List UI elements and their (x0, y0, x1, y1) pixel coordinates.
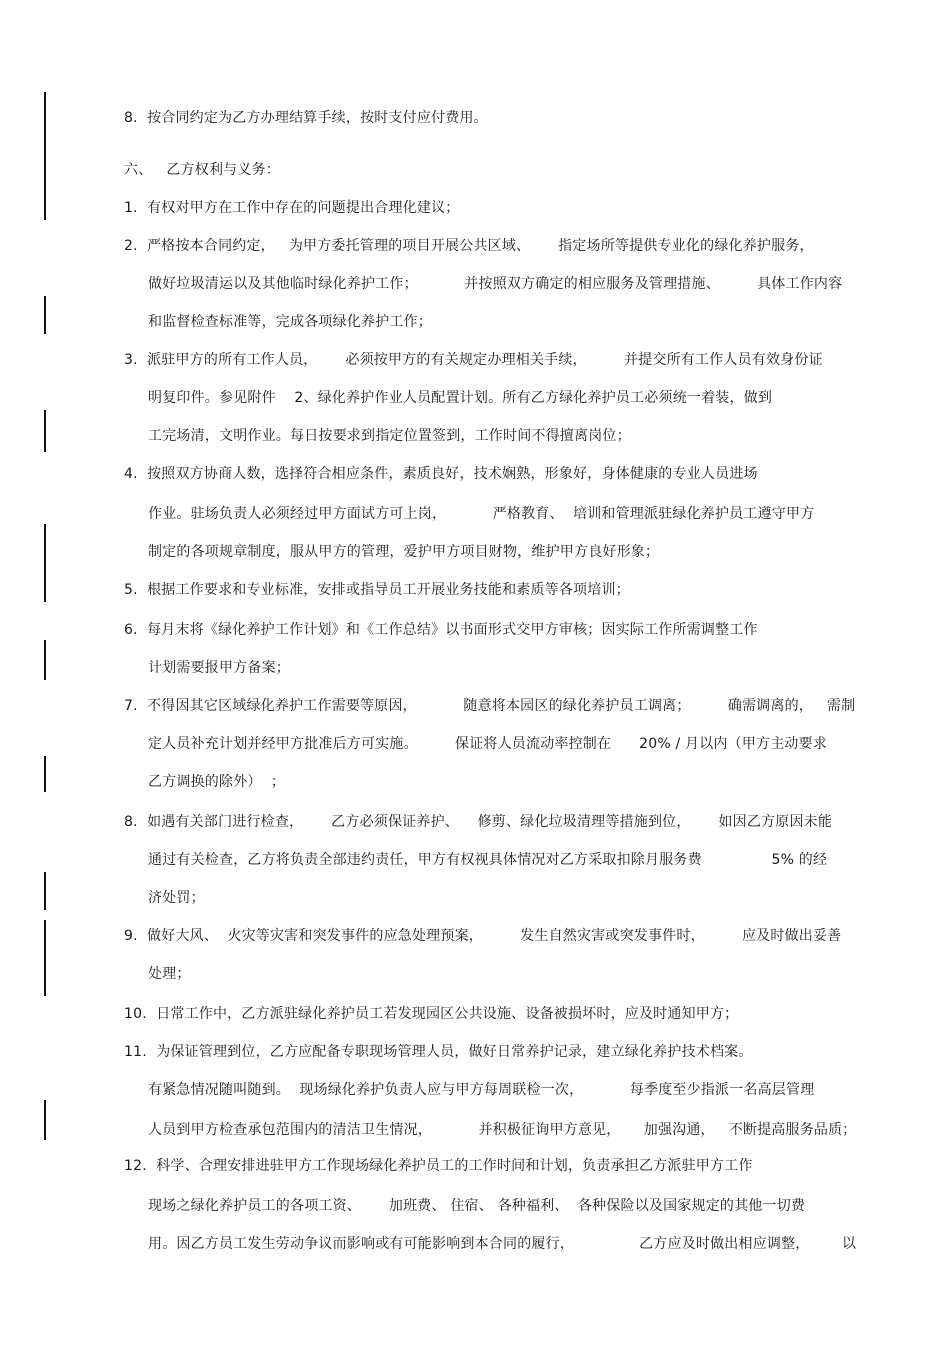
revision-bar (44, 640, 46, 680)
item-7-line: 7. 不得因其它区域绿化养护工作需要等原因， 随意将本园区的绿化养护员工调离； 确需调离的， 需制 (124, 698, 856, 714)
item-9-line: 9. 做好大风、 火灾等灾害和突发事件的应急处理预案， 发生自然灾害或突发事件时， 应及时做出妥善 (124, 928, 842, 944)
item-8b-cont: 通过有关检查，乙方将负责全部违约责任，甲方有权视具体情况对乙方采取扣除月服务费 5% 的经 (148, 852, 828, 868)
item-12-cont: 用。因乙方员工发生劳动争议而影响或有可能影响到本合同的履行， 乙方应及时做出相应调整， 以 (148, 1236, 857, 1252)
item-10-line: 10. 日常工作中，乙方派驻绿化养护员工若发现园区公共设施、设备被损坏时，应及时通知甲方； (124, 1006, 739, 1022)
item-4-line: 4. 按照双方协商人数，选择符合相应条件，素质良好，技术娴熟，形象好，身体健康的专业人员进场 (124, 466, 758, 482)
item-12-cont: 现场之绿化养护员工的各项工资、 加班费、 住宿、 各种福利、 各种保险以及国家规定的其他一切费 (148, 1198, 806, 1214)
item-5-line: 5. 根据工作要求和专业标准，安排或指导员工开展业务技能和素质等各项培训； (124, 582, 630, 598)
revision-bar (44, 1100, 46, 1140)
revision-bar (44, 872, 46, 910)
item-2-line: 2. 严格按本合同约定， 为甲方委托管理的项目开展公共区域、 指定场所等提供专业化的绿化养护服务， (124, 238, 814, 254)
item-8-line: 8. 按合同约定为乙方办理结算手续，按时支付应付费用。 (124, 110, 488, 126)
item-7-cont: 乙方调换的除外） ； (148, 774, 286, 790)
item-4-cont: 作业。驻场负责人必须经过甲方面试方可上岗， 严格教育、 培训和管理派驻绿化养护员工遵守甲方 (148, 506, 815, 522)
section-heading: 六、 乙方权利与义务： (124, 162, 280, 178)
item-3-line: 3. 派驻甲方的所有工作人员， 必须按甲方的有关规定办理相关手续， 并提交所有工作人员有效身份证 (124, 352, 823, 368)
revision-bar (44, 410, 46, 452)
item-12-line: 12. 科学、合理安排进驻甲方工作现场绿化养护员工的工作时间和计划，负责承担乙方派驻甲方工作 (124, 1158, 753, 1174)
item-3-cont: 工完场清，文明作业。每日按要求到指定位置签到，工作时间不得擅离岗位； (148, 428, 631, 444)
revision-bar (44, 524, 46, 602)
revision-bar (44, 920, 46, 996)
item-4-cont: 制定的各项规章制度，服从甲方的管理，爱护甲方项目财物，维护甲方良好形象； (148, 544, 660, 560)
item-7-cont: 定人员补充计划并经甲方批准后方可实施。 保证将人员流动率控制在 20% / 月以内（甲方主动要求 (148, 736, 828, 752)
revision-bar (44, 296, 46, 334)
item-2-cont: 和监督检查标准等，完成各项绿化养护工作； (148, 314, 432, 330)
item-8b-line: 8. 如遇有关部门进行检查， 乙方必须保证养护、 修剪、绿化垃圾清理等措施到位， 如因乙方原因未能 (124, 814, 833, 830)
revision-bar (44, 92, 46, 220)
item-3-cont: 明复印件。参见附件 2、绿化养护作业人员配置计划。所有乙方绿化养护员工必须统一着装，做到 (148, 390, 773, 406)
item-2-cont: 做好垃圾清运以及其他临时绿化养护工作； 并按照双方确定的相应服务及管理措施、 具体工作内容 (148, 276, 843, 292)
item-11-cont: 人员到甲方检查承包范围内的清洁卫生情况， 并积极征询甲方意见， 加强沟通， 不断提高服务品质； (148, 1122, 857, 1138)
item-8b-cont: 济处罚； (148, 890, 205, 906)
item-1-line: 1. 有权对甲方在工作中存在的问题提出合理化建议； (124, 200, 460, 216)
item-9-cont: 处理； (148, 966, 191, 982)
item-11-line: 11. 为保证管理到位，乙方应配备专职现场管理人员，做好日常养护记录，建立绿化养护技术档案。 (124, 1044, 753, 1060)
item-6-cont: 计划需要报甲方备案； (148, 660, 290, 676)
item-6-line: 6. 每月末将《绿化养护工作计划》和《工作总结》以书面形式交甲方审核；因实际工作所需调整工作 (124, 622, 758, 638)
item-11-cont: 有紧急情况随叫随到。 现场绿化养护负责人应与甲方每周联检一次， 每季度至少指派一名高层管理 (148, 1082, 815, 1098)
revision-bar (44, 756, 46, 792)
